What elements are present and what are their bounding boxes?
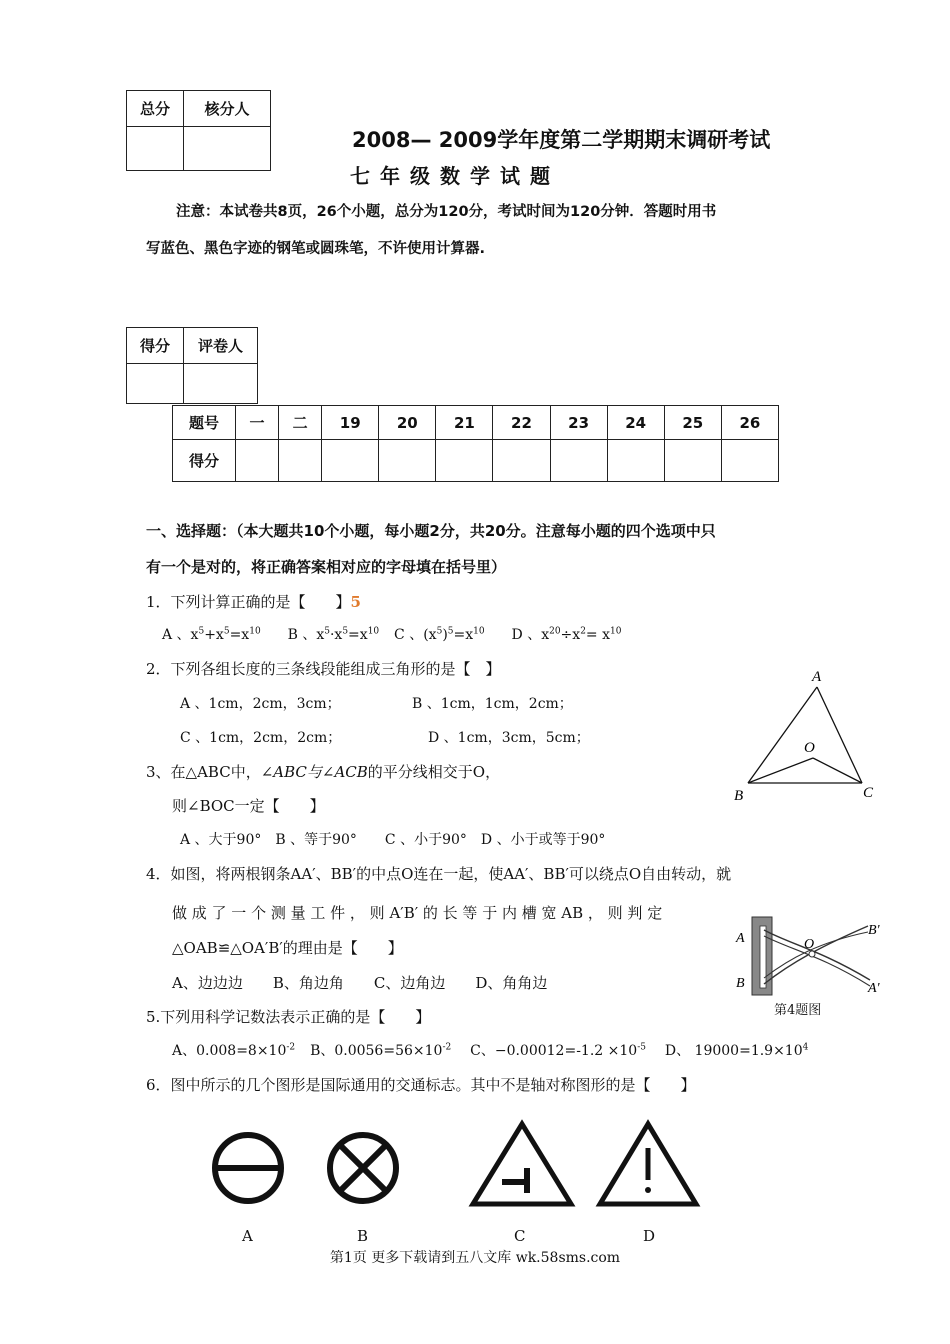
q5-option-a[interactable]: A、$0.008=8\times 10^{-2}$ [172,1042,296,1059]
fig4-b-label: B [736,976,745,991]
vertex-b-label: B [734,788,744,804]
q1-stem-text: 1．下列计算正确的是【 】 [146,593,351,611]
q4-line-2: 做 成 了 一 个 测 量 工 件 ， 则 A′B′ 的 长 等 于 内 槽 宽 AB ， 则 判 定 [172,904,663,922]
score-table-header: 22 [493,406,550,440]
score-table-header: 20 [379,406,436,440]
q2-option-b[interactable]: B 、1cm，1cm，2cm； [412,696,573,712]
sign-d-label: D [643,1227,656,1245]
grader-header: 评卷人 [184,328,258,364]
fig4-tool [730,912,890,997]
q5-stem: 5.下列用科学记数法表示正确的是【 】 [146,1008,431,1026]
q1-options [162,624,621,644]
score-table-cell[interactable] [322,440,379,482]
checker-header: 核分人 [184,91,271,127]
score-table-cell[interactable] [379,440,436,482]
sign-b-icon[interactable] [330,1135,396,1201]
sign-d-icon[interactable] [600,1124,696,1204]
score-table-header: 24 [607,406,664,440]
q2-option-a[interactable]: A 、1cm，2cm，3cm； [180,696,341,712]
q2-option-d[interactable]: D 、1cm，3cm，5cm； [428,730,590,746]
sign-a-icon[interactable] [215,1135,281,1201]
score-table [172,405,779,482]
q2-stem: 2．下列各组长度的三条线段能组成三角形的是【 】 [146,660,501,678]
q6-stem: 6．图中所示的几个图形是国际通用的交通标志。其中不是轴对称图形的是【 】 [146,1076,696,1094]
slot-inner [760,926,766,988]
score-table-header: 21 [436,406,493,440]
score-table-cell[interactable] [607,440,664,482]
q1-option-d[interactable]: D 、$x^{20}\div x^2= x^{10}$ [511,626,622,643]
score-cell[interactable] [127,364,184,404]
score-table-cell[interactable] [550,440,607,482]
score-table-cell[interactable] [664,440,721,482]
score-table-header: 26 [721,406,778,440]
section1-line-2: 有一个是对的，将正确答案相对应的字母填在括号里） [146,558,507,576]
score-table-header: 25 [664,406,721,440]
exam-title: 2008— 2009学年度第二学期期末调研考试 [352,128,771,152]
bar-aa-2 [764,936,870,986]
q5-options [172,1040,808,1060]
score-table-cell[interactable] [436,440,493,482]
vertex-a-label: A [812,669,822,685]
total-score-cell[interactable] [127,127,184,171]
q3-stem: 3、在△ABC中，∠ABC与∠ACB的平分线相交于O， [146,763,501,781]
score-table-header: 19 [322,406,379,440]
sign-c-label: C [514,1227,526,1245]
note-line-1: 注意：本试卷共8页，26个小题，总分为120分，考试时间为120分钟．答题时用书 [176,204,717,220]
sign-b-label: B [357,1227,369,1245]
fig4-a-label: A [736,931,745,946]
q1-option-c[interactable]: C 、$(x^5)^5=x^{10}$ [394,626,485,643]
section1-line-1: 一、选择题：（本大题共10个小题，每小题2分，共20分。注意每小题的四个选项中只 [146,522,716,540]
score-table-cell[interactable] [236,440,279,482]
bisector-co [813,758,862,783]
vertex-c-label: C [863,785,874,801]
q3-options[interactable]: A 、大于90° B 、等于90° C 、小于90° D 、小于或等于90° [180,832,606,848]
page-footer: 第1页 更多下载请到五八文库 wk.58sms.com [329,1250,621,1266]
q5-option-c[interactable]: C、$-0.00012=-1.2 \times 10^{-5}$ [470,1042,646,1059]
total-score-header: 总分 [127,91,184,127]
q1-stem [146,591,361,612]
q2-option-c[interactable]: C 、1cm，2cm，2cm； [180,730,342,746]
triangle-figure [730,662,890,807]
q1-option-a[interactable]: A 、$x^5+x^5=x^{10}$ [162,626,261,643]
traffic-signs [200,1112,720,1252]
point-o-label: O [804,740,815,756]
grader-box [126,327,258,404]
q5-option-d[interactable]: D、 $19000=1.9\times 10^4$ [664,1042,809,1059]
score-table-header: 一 [236,406,279,440]
q4-options[interactable]: A、边边边 B、角边角 C、边角边 D、角角边 [172,974,548,992]
score-table-cell[interactable] [279,440,322,482]
q1-answer: 5 [350,593,361,611]
sign-c-icon[interactable] [473,1124,571,1204]
grader-cell[interactable] [184,364,258,404]
score-table-header: 题号 [173,406,236,440]
q5-option-b[interactable]: B、$0.0056=56\times 10^{-2}$ [310,1042,452,1059]
score-table-cell[interactable] [493,440,550,482]
checker-cell[interactable] [184,127,271,171]
total-score-box [126,90,271,171]
fig4-bp-label: B' [868,923,880,938]
fig4-caption: 第4题图 [774,1003,822,1018]
q4-line-3: △OAB≌△OA′B′的理由是【 】 [172,939,403,957]
score-table-header: 23 [550,406,607,440]
q3-line-2: 则∠BOC一定【 】 [172,797,325,815]
side-ab [748,687,817,783]
q1-option-b[interactable]: B 、$x^5\cdot x^5=x^{10}$ [287,626,380,643]
score-header: 得分 [127,328,184,364]
note-line-2: 写蓝色、黑色字迹的钢笔或圆珠笔，不许使用计算器. [146,241,486,257]
exam-subtitle: 七年级数学试题 [350,164,560,188]
score-table-cell[interactable] [721,440,778,482]
score-table-header: 二 [279,406,322,440]
score-row-label: 得分 [173,440,236,482]
side-ac [817,687,862,783]
fig4-ap-label: A' [868,981,880,996]
sign-a-label: A [242,1227,253,1245]
bar-bb-2 [764,932,868,978]
q4-line-1: 4．如图，将两根钢条AA′、BB′的中点O连在一起，使AA′、BB′可以绕点O自由转动，就 [146,865,732,883]
fig4-o-label: O [804,937,815,952]
